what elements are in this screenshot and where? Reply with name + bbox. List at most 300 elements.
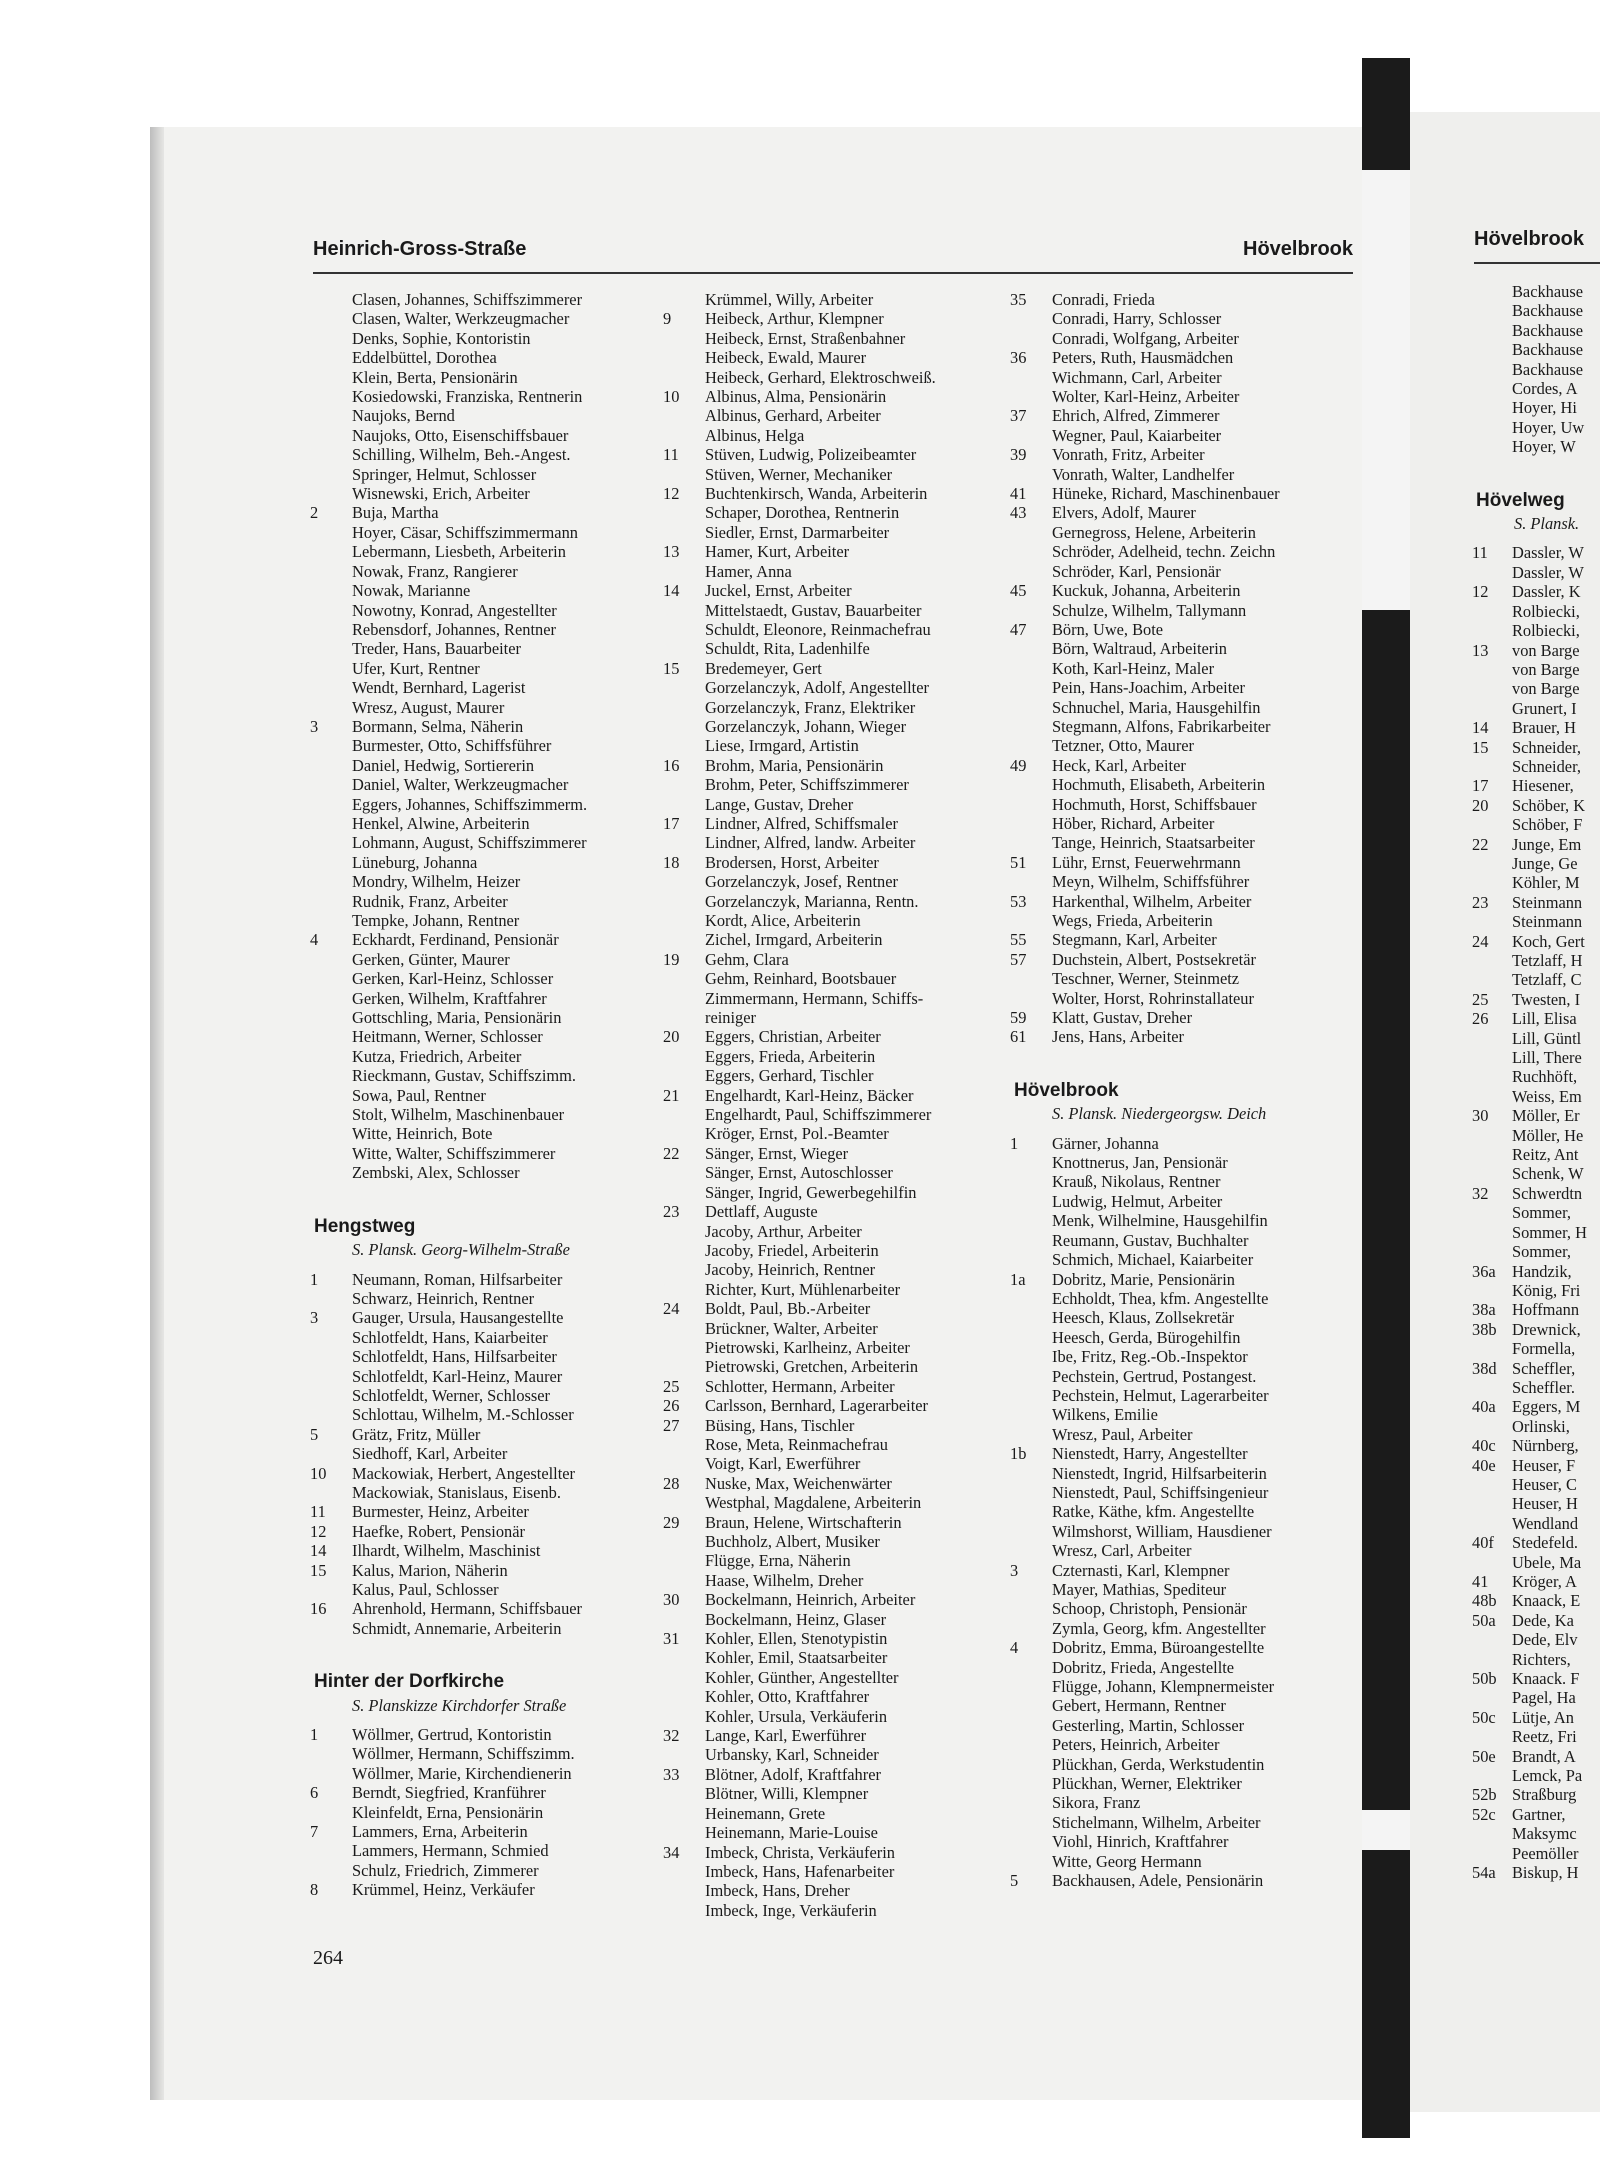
resident-name: Imbeck, Hans, Dreher (705, 1881, 850, 1901)
house-number (1010, 562, 1052, 581)
house-number (1472, 757, 1512, 776)
resident-entry (663, 1124, 1003, 1143)
resident-entry (1010, 1735, 1355, 1754)
resident-entry (663, 1629, 1003, 1648)
resident-entry (310, 542, 640, 561)
resident-name: Jens, Hans, Arbeiter (1052, 1027, 1185, 1047)
resident-name: Schuldt, Eleonore, Reinmachefrau (705, 619, 931, 639)
resident-entry (663, 1823, 1003, 1842)
resident-entry (310, 1880, 640, 1899)
resident-entry (1472, 679, 1600, 698)
resident-entry (1010, 1347, 1355, 1366)
resident-name: Albinus, Helga (705, 425, 805, 445)
house-number: 23 (1472, 892, 1489, 912)
house-number (663, 620, 705, 639)
resident-entry (310, 1386, 640, 1405)
house-number (663, 1163, 705, 1182)
house-number (663, 1804, 705, 1823)
house-number: 12 (310, 1521, 327, 1541)
resident-entry (310, 1580, 640, 1599)
house-number: 11 (310, 1502, 326, 1522)
resident-name: Siedhoff, Karl, Arbeiter (352, 1444, 508, 1464)
resident-name: Mondry, Wilhelm, Heizer (352, 872, 521, 892)
resident-name: Gernegross, Helene, Arbeiterin (1052, 522, 1256, 542)
resident-entry (1010, 717, 1355, 736)
resident-entry (1472, 757, 1600, 776)
house-number (1010, 1386, 1052, 1405)
house-number (663, 1532, 705, 1551)
resident-name: Gorzelanczyk, Franz, Elektriker (705, 697, 916, 717)
house-number: 32 (663, 1726, 680, 1746)
resident-entry (663, 1551, 1003, 1570)
house-number (1010, 1153, 1052, 1172)
resident-entry (310, 1308, 640, 1327)
resident-entry (1472, 854, 1600, 873)
resident-entry (663, 1687, 1003, 1706)
resident-entry (310, 1464, 640, 1483)
resident-entry (1472, 1650, 1600, 1669)
house-number: 19 (663, 949, 680, 969)
house-number (310, 620, 352, 639)
house-number (1010, 426, 1052, 445)
resident-name: Heibeck, Ewald, Maurer (705, 348, 867, 368)
resident-name: Weiss, Em (1512, 1086, 1582, 1106)
house-number (1010, 329, 1052, 348)
resident-name: Conradi, Harry, Schlosser (1052, 309, 1222, 329)
resident-name: Schmich, Michael, Kaiarbeiter (1052, 1250, 1254, 1270)
page-number: 264 (313, 1947, 343, 1969)
house-number: 24 (1472, 931, 1489, 951)
resident-name: Drewnick, (1512, 1319, 1581, 1339)
resident-entry (1010, 368, 1355, 387)
resident-name: Gehm, Clara (705, 949, 789, 969)
resident-entry (1010, 445, 1355, 464)
house-number: 16 (663, 755, 680, 775)
house-number: 32 (1472, 1183, 1489, 1203)
resident-entry (1472, 893, 1600, 912)
resident-entry (663, 1260, 1003, 1279)
resident-name: Maksymc (1512, 1824, 1577, 1844)
house-number: 26 (1472, 1009, 1489, 1029)
resident-name: Mayer, Mathias, Spediteur (1052, 1580, 1227, 1599)
house-number (663, 1280, 705, 1299)
resident-entry (1010, 1599, 1355, 1618)
resident-name: Rudnik, Franz, Arbeiter (352, 891, 508, 911)
house-number: 29 (663, 1512, 680, 1532)
resident-entry (663, 1183, 1003, 1202)
house-number: 61 (1010, 1027, 1027, 1047)
house-number: 40f (1472, 1533, 1494, 1553)
resident-name: Kordt, Alice, Arbeiterin (705, 911, 861, 930)
resident-name: Scheffler, (1512, 1358, 1576, 1378)
resident-name: Wichmann, Carl, Arbeiter (1052, 367, 1222, 387)
resident-name: Wöllmer, Hermann, Schiffszimm. (352, 1744, 575, 1764)
house-number (310, 1008, 352, 1027)
resident-name: Sänger, Ernst, Wieger (705, 1143, 849, 1163)
resident-entry (1010, 1328, 1355, 1347)
house-number (1472, 912, 1512, 931)
resident-name: Krümmel, Heinz, Verkäufer (352, 1880, 535, 1900)
house-number (663, 1571, 705, 1590)
resident-entry (1472, 1572, 1600, 1591)
resident-name: Plückhan, Gerda, Werkstudentin (1052, 1754, 1265, 1774)
house-number (1010, 1832, 1052, 1851)
resident-entry (1472, 1533, 1600, 1552)
resident-entry (1472, 1203, 1600, 1222)
resident-name: Hoyer, Uw (1512, 417, 1585, 437)
resident-name: Junge, Ge (1512, 853, 1578, 873)
resident-name: Schenk, W (1512, 1164, 1584, 1184)
resident-entry (663, 1610, 1003, 1629)
resident-entry (663, 950, 1003, 969)
resident-entry (663, 1745, 1003, 1764)
house-number (1010, 795, 1052, 814)
resident-entry (1010, 833, 1355, 852)
house-number (1010, 989, 1052, 1008)
resident-name: Treder, Hans, Bauarbeiter (352, 639, 521, 659)
resident-name: Rebensdorf, Johannes, Rentner (352, 619, 556, 639)
house-number (1472, 854, 1512, 873)
resident-name: Steinmann (1512, 892, 1583, 912)
resident-entry (1010, 387, 1355, 406)
resident-name: Stichelmann, Wilhelm, Arbeiter (1052, 1812, 1261, 1832)
resident-entry (310, 1347, 640, 1366)
resident-name: Heck, Karl, Arbeiter (1052, 755, 1186, 775)
house-number: 10 (663, 387, 680, 407)
house-number (1010, 1580, 1052, 1599)
house-number (1472, 621, 1512, 640)
resident-name: Gorzelanczyk, Adolf, Angestellter (705, 678, 929, 698)
resident-name: Czternasti, Karl, Klempner (1052, 1560, 1230, 1580)
house-number (1472, 1553, 1512, 1572)
resident-entry (663, 1435, 1003, 1454)
resident-entry (1472, 1029, 1600, 1048)
house-number (663, 1551, 705, 1570)
resident-name: Rieckmann, Gustav, Schiffszimm. (352, 1066, 576, 1086)
house-number (663, 1319, 705, 1338)
house-number: 25 (1472, 989, 1489, 1009)
resident-entry (1472, 621, 1600, 640)
house-number (1472, 660, 1512, 679)
resident-name: Ratke, Käthe, kfm. Angestellte (1052, 1502, 1255, 1522)
resident-entry (1010, 465, 1355, 484)
house-number: 26 (663, 1396, 680, 1416)
resident-name: Brauer, H (1512, 718, 1576, 738)
resident-entry (1472, 912, 1600, 931)
house-number (1010, 1522, 1052, 1541)
resident-entry (1010, 1211, 1355, 1230)
resident-entry (663, 1571, 1003, 1590)
resident-entry (1472, 321, 1600, 340)
resident-name: Schwerdtn (1512, 1183, 1583, 1203)
resident-name: Schlotfeldt, Hans, Hilfsarbeiter (352, 1347, 557, 1367)
resident-entry (1010, 1502, 1355, 1521)
resident-entry (663, 1241, 1003, 1260)
street-heading: Hinter der Dorfkirche (314, 1671, 505, 1693)
resident-name: Witte, Walter, Schiffszimmerer (352, 1143, 556, 1163)
house-number: 22 (663, 1143, 680, 1163)
house-number (310, 368, 352, 387)
house-number (663, 348, 705, 367)
resident-entry (310, 1163, 640, 1182)
house-number (310, 1124, 352, 1143)
column-3 (1010, 290, 1355, 1891)
resident-entry (663, 639, 1003, 658)
house-number (1472, 1688, 1512, 1707)
resident-name: Tetzlaff, C (1512, 970, 1582, 990)
resident-entry (1010, 1405, 1355, 1424)
house-number (1010, 814, 1052, 833)
house-number: 41 (1472, 1572, 1489, 1591)
house-number (1472, 1242, 1512, 1261)
resident-entry (663, 387, 1003, 406)
resident-name: Dettlaff, Auguste (705, 1202, 818, 1222)
house-number (1010, 465, 1052, 484)
house-number: 14 (1472, 718, 1489, 738)
header-rule (313, 272, 1353, 274)
resident-name: Stüven, Werner, Mechaniker (705, 464, 893, 484)
house-number (1472, 1514, 1512, 1533)
resident-entry (1010, 1852, 1355, 1871)
house-number (1010, 1541, 1052, 1560)
house-number (1472, 951, 1512, 970)
resident-name: Mackowiak, Stanislaus, Eisenb. (352, 1482, 561, 1502)
house-number (1010, 387, 1052, 406)
resident-entry (310, 1405, 640, 1424)
resident-entry (663, 1454, 1003, 1473)
house-number (1010, 1716, 1052, 1735)
house-number (1010, 736, 1052, 755)
resident-name: reiniger (705, 1008, 756, 1028)
resident-entry (1010, 1367, 1355, 1386)
resident-name: Heibeck, Gerhard, Elektroschweiß. (705, 367, 936, 387)
resident-entry (663, 290, 1003, 309)
house-number (1472, 1494, 1512, 1513)
resident-entry (663, 368, 1003, 387)
resident-name: Junge, Em (1512, 834, 1582, 854)
house-number (1010, 678, 1052, 697)
resident-name: Klatt, Gustav, Dreher (1052, 1008, 1193, 1028)
resident-name: Gerken, Günter, Maurer (352, 949, 510, 969)
resident-name: Nürnberg, (1512, 1436, 1579, 1456)
resident-entry (663, 620, 1003, 639)
house-number: 57 (1010, 949, 1027, 969)
house-number: 15 (310, 1560, 327, 1580)
resident-name: Jacoby, Arthur, Arbeiter (705, 1221, 862, 1241)
resident-name: Sowa, Paul, Rentner (352, 1085, 486, 1105)
resident-name: Ubele, Ma (1512, 1552, 1582, 1572)
resident-entry (663, 930, 1003, 949)
resident-name: Kalus, Marion, Näherin (352, 1560, 508, 1580)
resident-entry (1010, 1871, 1355, 1890)
resident-name: Schneider, (1512, 737, 1581, 757)
house-number: 4 (310, 930, 319, 950)
house-number: 50a (1472, 1610, 1496, 1630)
house-number (663, 1668, 705, 1687)
house-number (310, 1444, 352, 1463)
house-number (310, 1483, 352, 1502)
resident-name: Schaper, Dorothea, Rentnerin (705, 503, 900, 523)
resident-entry (1472, 776, 1600, 795)
resident-entry (1010, 1541, 1355, 1560)
resident-entry (310, 1744, 640, 1763)
resident-name: Peters, Ruth, Hausmädchen (1052, 348, 1234, 368)
resident-name: Braun, Helene, Wirtschafterin (705, 1512, 902, 1532)
resident-name: Knottnerus, Jan, Pensionär (1052, 1153, 1228, 1173)
resident-entry (310, 853, 640, 872)
resident-entry (1010, 775, 1355, 794)
house-number (310, 639, 352, 658)
resident-entry (1472, 543, 1600, 562)
resident-entry (663, 775, 1003, 794)
house-number (310, 892, 352, 911)
resident-entry (663, 736, 1003, 755)
resident-entry (663, 756, 1003, 775)
resident-entry (1472, 1824, 1600, 1843)
resident-entry (1010, 1386, 1355, 1405)
resident-name: Scheffler. (1512, 1377, 1575, 1397)
resident-name: Rolbiecki, (1512, 601, 1580, 621)
resident-entry (310, 581, 640, 600)
house-number (310, 1619, 352, 1638)
house-number (1472, 1145, 1512, 1164)
house-number (1472, 1727, 1512, 1746)
resident-name: Kleinfeldt, Erna, Pensionärin (352, 1802, 544, 1822)
house-number (663, 1241, 705, 1260)
resident-name: von Barge (1512, 679, 1580, 699)
resident-entry (310, 503, 640, 522)
house-number (1010, 1250, 1052, 1269)
street-plan-reference: S. Planskizze Kirchdorfer Straße (352, 1695, 567, 1715)
resident-name: Biskup, H (1512, 1863, 1579, 1883)
house-number (663, 465, 705, 484)
resident-entry (663, 698, 1003, 717)
resident-name: Ilhardt, Wilhelm, Maschinist (352, 1541, 541, 1561)
resident-entry (1010, 736, 1355, 755)
resident-name: Engelhardt, Paul, Schiffszimmerer (705, 1105, 932, 1125)
resident-name: Jacoby, Heinrich, Rentner (705, 1260, 876, 1280)
resident-name: Kalus, Paul, Schlosser (352, 1580, 499, 1599)
house-number (663, 562, 705, 581)
house-number (1472, 1824, 1512, 1843)
resident-entry (663, 659, 1003, 678)
house-number (1010, 1231, 1052, 1250)
resident-entry (663, 1319, 1003, 1338)
house-number (310, 542, 352, 561)
resident-entry (310, 1086, 640, 1105)
resident-entry (1010, 426, 1355, 445)
resident-name: Stüven, Ludwig, Polizeibeamter (705, 445, 917, 465)
resident-entry (1472, 301, 1600, 320)
resident-name: Bormann, Selma, Näherin (352, 716, 524, 736)
house-number (1010, 717, 1052, 736)
resident-name: Urbansky, Karl, Schneider (705, 1745, 879, 1765)
house-number (310, 814, 352, 833)
house-number (310, 445, 352, 464)
house-number: 49 (1010, 755, 1027, 775)
resident-name: Peemöller (1512, 1843, 1579, 1863)
resident-name: Nowotny, Konrad, Angestellter (352, 600, 557, 620)
resident-name: Burmester, Heinz, Arbeiter (352, 1502, 529, 1522)
resident-name: Ibe, Fritz, Reg.-Ob.-Inspektor (1052, 1347, 1248, 1367)
resident-entry (663, 1784, 1003, 1803)
resident-entry (1472, 1417, 1600, 1436)
house-number (310, 1105, 352, 1124)
resident-name: Naujoks, Otto, Eisenschiffsbauer (352, 425, 569, 445)
house-number (663, 1105, 705, 1124)
resident-entry (1010, 969, 1355, 988)
resident-entry (310, 1328, 640, 1347)
resident-entry (663, 1668, 1003, 1687)
resident-name: Dede, Elv (1512, 1630, 1578, 1650)
resident-entry (310, 387, 640, 406)
resident-name: Zichel, Irmgard, Arbeiterin (705, 930, 883, 950)
resident-name: Imbeck, Hans, Hafenarbeiter (705, 1861, 895, 1881)
resident-entry (663, 853, 1003, 872)
resident-name: Gehm, Reinhard, Bootsbauer (705, 969, 897, 989)
resident-entry (663, 1066, 1003, 1085)
resident-name: Gauger, Ursula, Hausangestellte (352, 1308, 564, 1328)
house-number: 48b (1472, 1591, 1497, 1611)
resident-name: Büsing, Hans, Tischler (705, 1415, 855, 1435)
resident-name: Kröger, Ernst, Pol.-Beamter (705, 1124, 889, 1144)
resident-entry (1010, 1134, 1355, 1153)
house-number (1010, 1192, 1052, 1211)
house-number: 21 (663, 1085, 680, 1105)
resident-entry (663, 1513, 1003, 1532)
resident-name: Börn, Waltraud, Arbeiterin (1052, 639, 1227, 659)
house-number: 39 (1010, 445, 1027, 465)
resident-name: Meyn, Wilhelm, Schiffsführer (1052, 872, 1250, 892)
resident-entry (663, 1416, 1003, 1435)
resident-entry (1010, 678, 1355, 697)
house-number: 20 (1472, 795, 1489, 815)
running-header-right: Hövelbrook (1243, 238, 1354, 260)
resident-entry (663, 1105, 1003, 1124)
resident-entry (1010, 1716, 1355, 1735)
facing-page-header: Hövelbrook (1474, 228, 1585, 250)
resident-entry (310, 775, 640, 794)
page-edge-shadow (150, 127, 164, 2100)
resident-name: Lühr, Ernst, Feuerwehrmann (1052, 852, 1241, 872)
resident-entry (1472, 379, 1600, 398)
resident-entry (663, 1726, 1003, 1745)
house-number (1010, 911, 1052, 930)
house-number: 1a (1010, 1269, 1026, 1289)
street-plan-reference: S. Plansk. (1514, 514, 1580, 534)
resident-name: Gorzelanczyk, Marianna, Rentn. (705, 891, 919, 911)
house-number (1472, 398, 1512, 417)
resident-name: Kutza, Friedrich, Arbeiter (352, 1046, 522, 1066)
house-number: 50c (1472, 1707, 1496, 1727)
resident-entry (310, 911, 640, 930)
house-number (310, 795, 352, 814)
house-number (310, 309, 352, 328)
house-number (310, 756, 352, 775)
resident-name: Hamer, Anna (705, 561, 792, 581)
house-number (663, 892, 705, 911)
resident-entry (310, 639, 640, 658)
resident-name: Dobritz, Frieda, Angestellte (1052, 1657, 1235, 1677)
resident-name: Lill, There (1512, 1048, 1582, 1068)
resident-name: Heuser, F (1512, 1455, 1576, 1475)
house-number (663, 678, 705, 697)
house-number (1010, 872, 1052, 891)
resident-name: Stegmann, Karl, Arbeiter (1052, 930, 1217, 950)
house-number: 36 (1010, 348, 1027, 368)
house-number (1010, 1599, 1052, 1618)
house-number (1472, 1378, 1512, 1397)
